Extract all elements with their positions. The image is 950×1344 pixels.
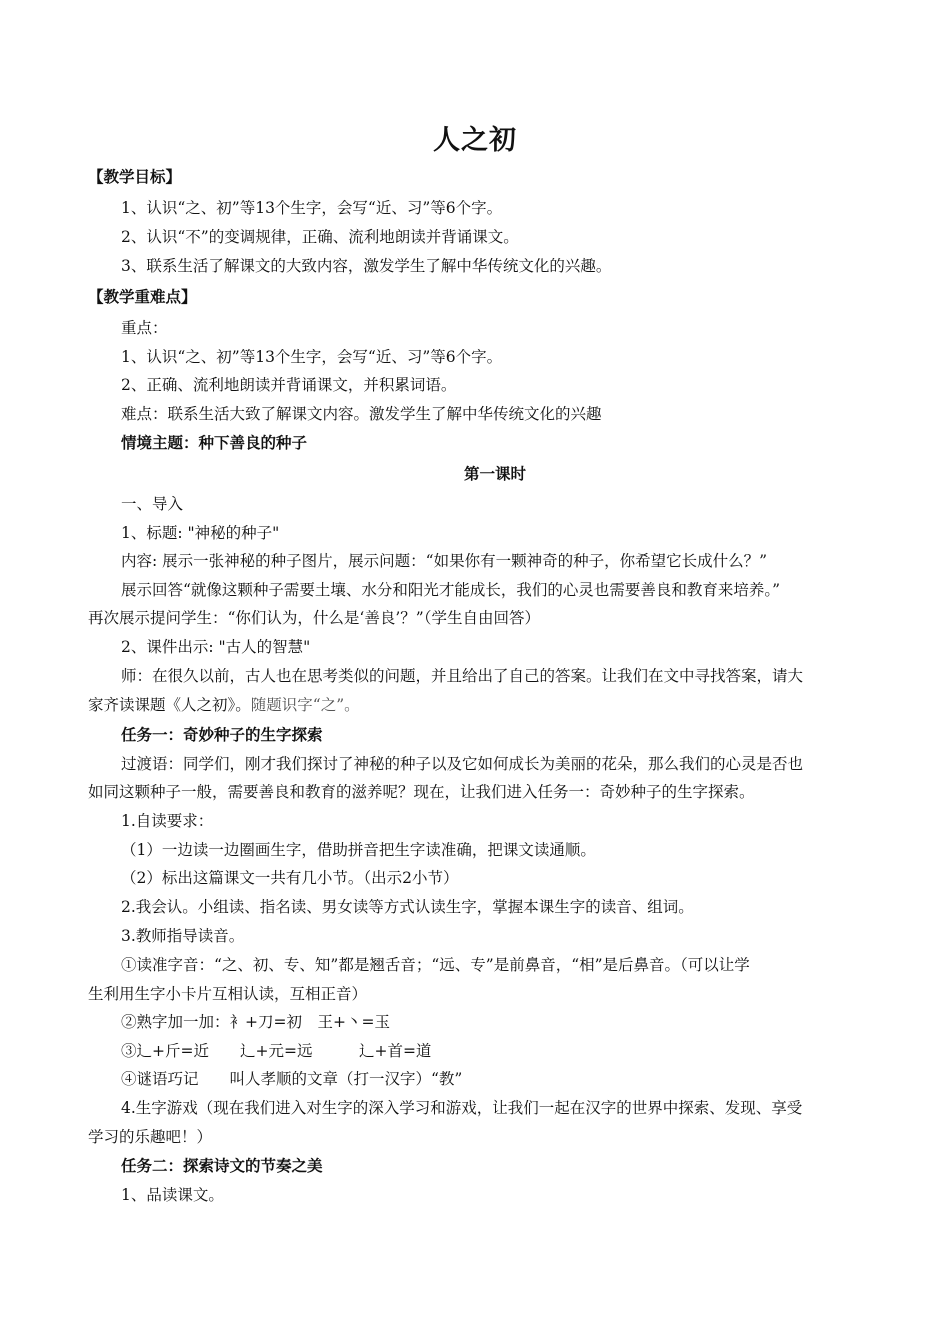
transition-text-cont: 如同这颗种子一般，需要善良和教育的滋养呢？现在，让我们进入任务一：奇妙种子的生字探索。 — [88, 783, 755, 801]
key-label: 重点： — [121, 319, 168, 337]
self-read-item: （2）标出这篇课文一共有几小节。（出示2小节） — [121, 869, 459, 887]
game-text: 4.生字游戏（现在我们进入对生字的深入学习和游戏，让我们一起在汉字的世界中探索、发现、享受 — [121, 1099, 803, 1117]
game-text-cont: 学习的乐趣吧！） — [88, 1128, 213, 1146]
character-combine: ②熟字加一加：衤+刀=初 王+丶=玉 — [121, 1013, 390, 1031]
pronunciation-heading: 3.教师指导读音。 — [121, 927, 245, 945]
teacher-speech-part: 随题识字“之”。 — [250, 696, 360, 714]
read-item: 1、品读课文。 — [121, 1186, 224, 1204]
transition-text: 过渡语：同学们，刚才我们探讨了神秘的种子以及它如何成长为美丽的花朵，那么我们的心灵是否也 — [121, 755, 804, 773]
section-heading-goals: 【教学目标】 — [88, 168, 182, 186]
intro-question: 再次展示提问学生：“你们认为，什么是‘善良’？”（学生自由回答） — [88, 609, 540, 627]
task1-heading: 任务一：奇妙种子的生字探索 — [121, 726, 323, 744]
recognize-item: 2.我会认。小组读、指名读、男女读等方式认读生字，掌握本课生字的读音、组词。 — [121, 898, 694, 916]
radical-combine: ③辶+斤=近 辶+元=远 辶+首=道 — [121, 1042, 432, 1060]
lesson-title: 第一课时 — [463, 465, 526, 483]
intro-courseware: 2、课件出示: "古人的智慧" — [121, 638, 311, 656]
goal-item: 2、认识“不”的变调规律，正确、流利地朗读并背诵课文。 — [121, 228, 519, 246]
scenario-theme: 情境主题：种下善良的种子 — [121, 434, 308, 452]
teacher-speech: 师：在很久以前，古人也在思考类似的问题，并且给出了自己的答案。让我们在文中寻找答案，请大 — [121, 667, 804, 685]
intro-content: 内容: 展示一张神秘的种子图片，展示问题：“如果你有一颗神奇的种子，你希望它长成什么？” — [121, 552, 768, 570]
pronunciation-text-cont: 生利用生字小卡片互相认读，互相正音） — [88, 985, 368, 1003]
difficulty-text: 难点：联系生活大致了解课文内容。激发学生了解中华传统文化的兴趣 — [121, 405, 602, 423]
intro-title: 1、标题: "神秘的种子" — [121, 524, 280, 542]
section-heading-key-points: 【教学重难点】 — [88, 288, 197, 306]
goal-item: 1、认识“之、初”等13个生字，会写“近、习”等6个字。 — [121, 199, 503, 217]
page-title: 人之初 — [433, 125, 517, 156]
task2-heading: 任务二：探索诗文的节奏之美 — [121, 1157, 323, 1175]
self-read-heading: 1.自读要求： — [121, 812, 214, 830]
self-read-item: （1）一边读一边圈画生字，借助拼音把生字读准确，把课文读通顺。 — [121, 841, 596, 859]
teacher-speech-cont — [88, 694, 360, 716]
pronunciation-text: ①读准字音：“之、初、专、知”都是翘舌音；“远、专”是前鼻音，“相”是后鼻音。（可以让学 — [121, 956, 750, 974]
riddle-text: ④谜语巧记 叫人孝顺的文章（打一汉字）“教” — [121, 1070, 463, 1088]
goal-item: 3、联系生活了解课文的大致内容，激发学生了解中华传统文化的兴趣。 — [121, 257, 612, 275]
teacher-speech-part: 家齐读课题《人之初》。 — [88, 696, 251, 714]
intro-answer: 展示回答“就像这颗种子需要土壤、水分和阳光才能成长，我们的心灵也需要善良和教育来培养。” — [121, 581, 781, 599]
intro-heading: 一、导入 — [121, 495, 184, 513]
key-point-item: 2、正确、流利地朗读并背诵课文，并积累词语。 — [121, 376, 457, 394]
key-point-item: 1、认识“之、初”等13个生字，会写“近、习”等6个字。 — [121, 348, 503, 366]
